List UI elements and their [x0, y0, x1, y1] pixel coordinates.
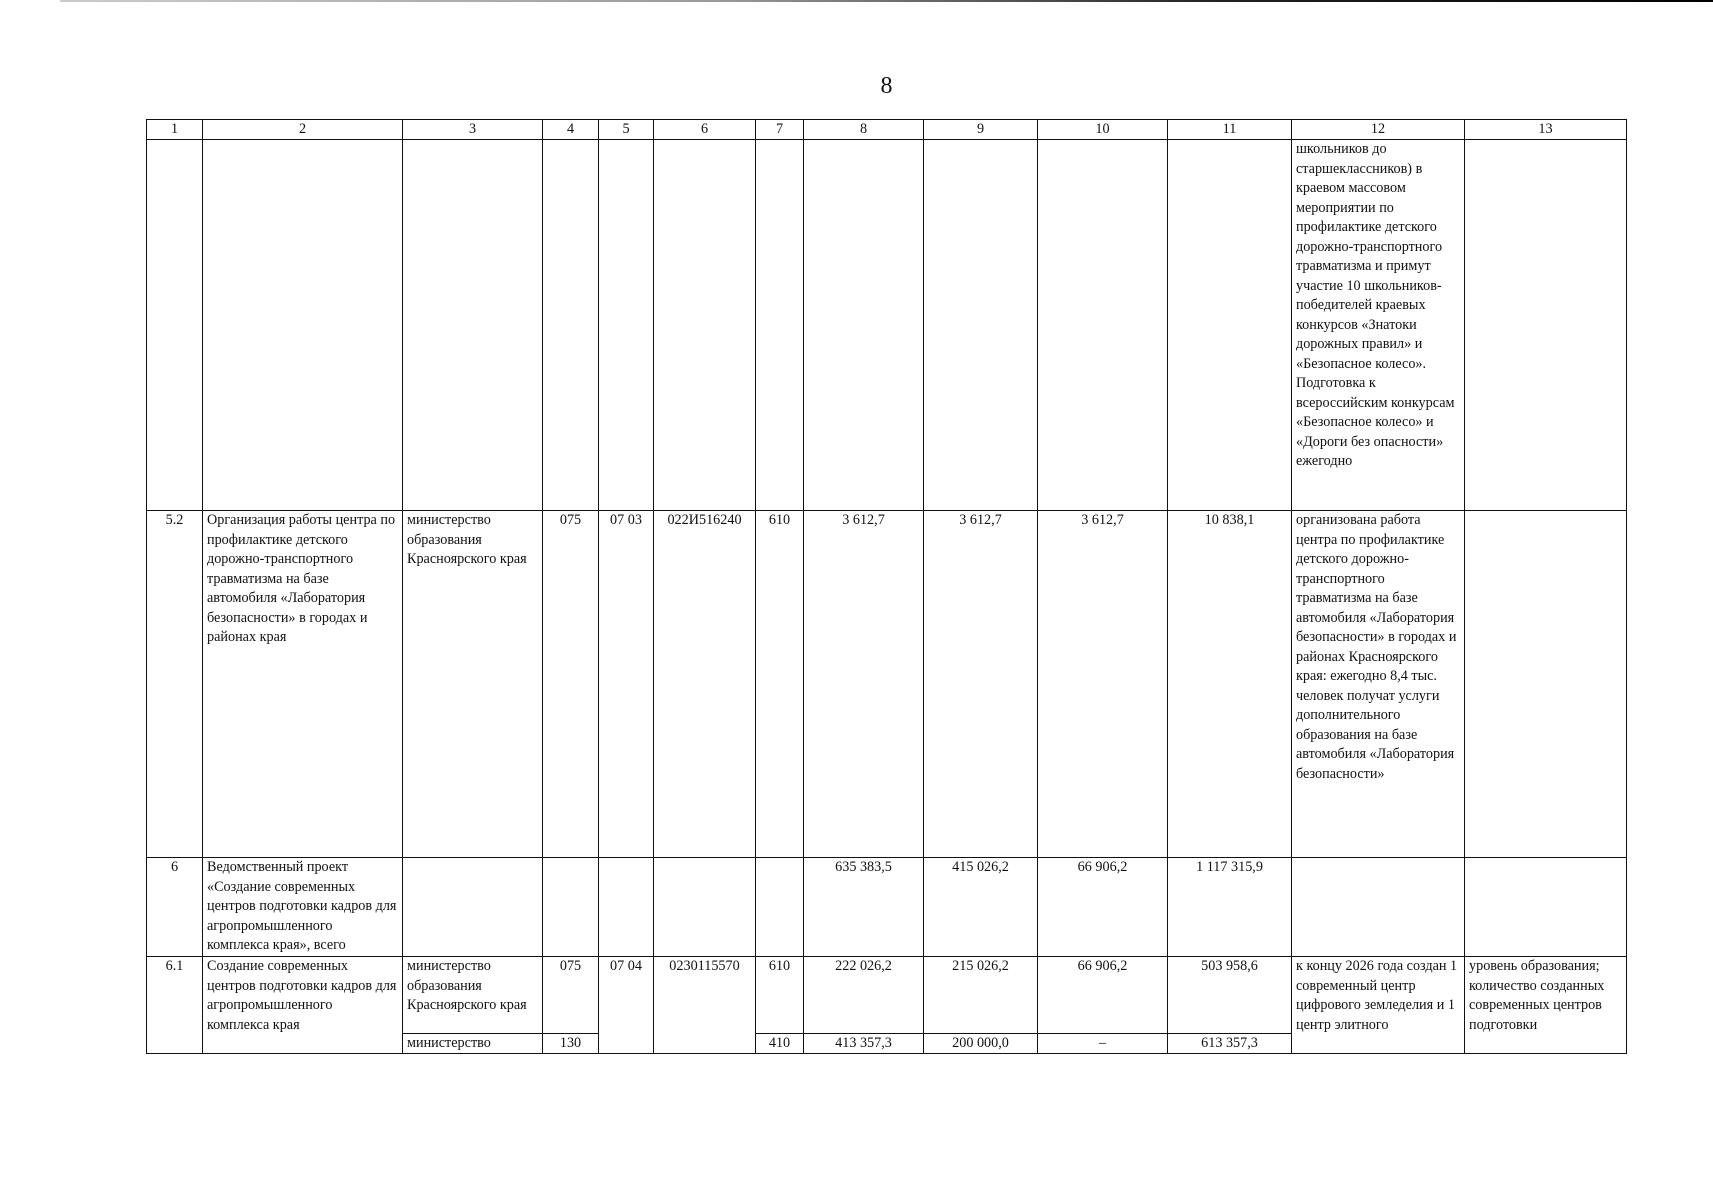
- col-header-7: 7: [756, 120, 804, 140]
- rzpr-code: 07 03: [599, 511, 654, 858]
- amount-year-1: 635 383,5: [804, 858, 924, 957]
- amount-year-3: –: [1038, 1034, 1168, 1054]
- table-row-6-1: [147, 957, 1627, 1034]
- col-header-4: 4: [543, 120, 599, 140]
- amount-year-2: 215 026,2: [924, 957, 1038, 1034]
- vr-code: 410: [756, 1034, 804, 1054]
- result-cell: организована работа центра по профилактике детского дорожно-транспортного травматизма на базе автомобиля «Лаборатория безопасности» в городах и районах Красноярского края: ежегодно 8,4 тыс. человек получат услуги дополнительного образования на базе автомобиля «Лаборатория безопасности»: [1292, 511, 1465, 858]
- row-number: 6.1: [147, 957, 203, 1054]
- col-header-8: 8: [804, 120, 924, 140]
- result-cell: школьников до старшеклассников) в краевом массовом мероприятии по профилактике детского дорожно-транспортного травматизма и примут участие 10 школьников-победителей краевых конкурсов «Знатоки дорожных правил» и «Безопасное колесо». Подготовка к всероссийским конкурсам «Безопасное колесо» и «Дороги без опасности» ежегодно: [1292, 140, 1465, 511]
- amount-total: 10 838,1: [1168, 511, 1292, 858]
- executor: министерство образования Красноярского края: [403, 511, 543, 858]
- col-header-12: 12: [1292, 120, 1465, 140]
- amount-year-3: 66 906,2: [1038, 957, 1168, 1034]
- table-row-continuation: [147, 140, 1627, 511]
- amount-year-1: 413 357,3: [804, 1034, 924, 1054]
- col-header-5: 5: [599, 120, 654, 140]
- col-header-2: 2: [203, 120, 403, 140]
- budget-table: [146, 119, 1627, 1054]
- col-header-6: 6: [654, 120, 756, 140]
- header-row: [147, 120, 1627, 140]
- amount-total: 1 117 315,9: [1168, 858, 1292, 957]
- indicator-cell: уровень образования; количество созданных современных центров подготовки: [1465, 957, 1627, 1054]
- csr-code: 022И516240: [654, 511, 756, 858]
- indicator-cell: [1465, 511, 1627, 858]
- amount-year-2: 200 000,0: [924, 1034, 1038, 1054]
- col-header-9: 9: [924, 120, 1038, 140]
- table-row-6: [147, 858, 1627, 957]
- vr-code: 610: [756, 957, 804, 1034]
- amount-year-1: 222 026,2: [804, 957, 924, 1034]
- amount-year-3: 66 906,2: [1038, 858, 1168, 957]
- result-cell: к концу 2026 года создан 1 современный центр цифрового земледелия и 1 центр элитного: [1292, 957, 1465, 1054]
- amount-year-1: 3 612,7: [804, 511, 924, 858]
- col-header-1: 1: [147, 120, 203, 140]
- col-header-10: 10: [1038, 120, 1168, 140]
- col-header-3: 3: [403, 120, 543, 140]
- table-row-5-2: [147, 511, 1627, 858]
- rzpr-code: 07 04: [599, 957, 654, 1054]
- amount-year-3: 3 612,7: [1038, 511, 1168, 858]
- amount-total: 613 357,3: [1168, 1034, 1292, 1054]
- executor: министерство образования Красноярского края: [403, 957, 543, 1034]
- grbs-code: 130: [543, 1034, 599, 1054]
- col-header-11: 11: [1168, 120, 1292, 140]
- executor: министерство: [403, 1034, 543, 1054]
- col-header-13: 13: [1465, 120, 1627, 140]
- scan-artifact-line: [60, 0, 1713, 2]
- grbs-code: 075: [543, 957, 599, 1034]
- row-number: 5.2: [147, 511, 203, 858]
- csr-code: 0230115570: [654, 957, 756, 1054]
- event-name: Ведомственный проект «Создание современных центров подготовки кадров для агропромышленного комплекса края», всего: [203, 858, 403, 957]
- row-number: 6: [147, 858, 203, 957]
- amount-total: 503 958,6: [1168, 957, 1292, 1034]
- event-name: Создание современных центров подготовки кадров для агропромышленного комплекса края: [203, 957, 403, 1054]
- amount-year-2: 3 612,7: [924, 511, 1038, 858]
- grbs-code: 075: [543, 511, 599, 858]
- page-number: 8: [880, 73, 893, 99]
- vr-code: 610: [756, 511, 804, 858]
- event-name: Организация работы центра по профилактике детского дорожно-транспортного травматизма на базе автомобиля «Лаборатория безопасности» в городах и районах края: [203, 511, 403, 858]
- amount-year-2: 415 026,2: [924, 858, 1038, 957]
